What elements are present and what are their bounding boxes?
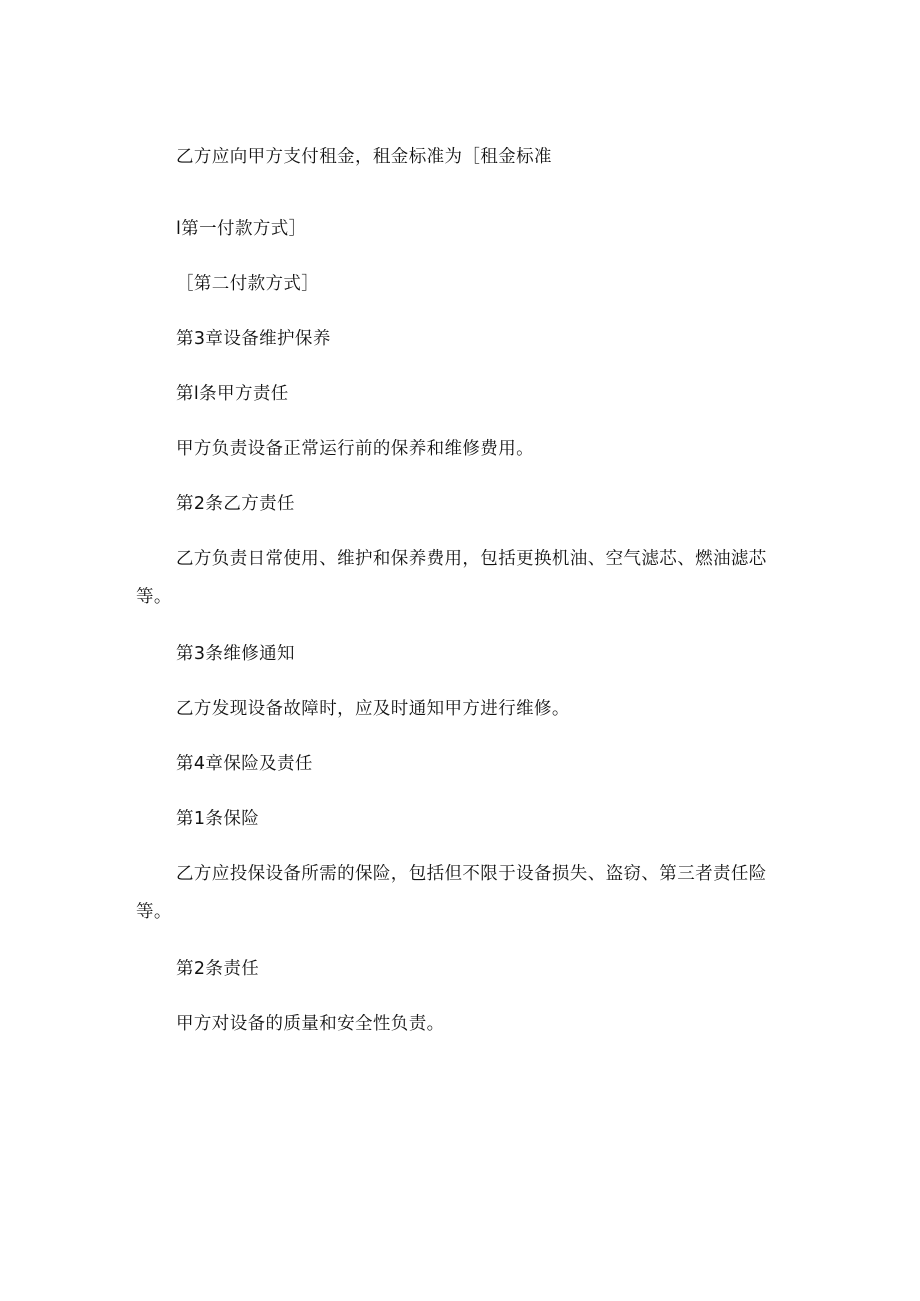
paragraph-first-payment: l第一付款方式］ [176,219,307,239]
paragraph-rent-standard: 乙方应向甲方支付租金，租金标准为［租金标准 [176,147,552,167]
paragraph-insurance: 乙方应投保设备所需的保险，包括但不限于设备损失、盗窃、第三者责任险等。 [136,864,767,922]
paragraph-second-payment: ［第二付款方式］ [176,274,320,294]
paragraph-repair-notice: 乙方发现设备故障时，应及时通知甲方进行维修。 [176,699,570,719]
paragraph-party-b-duty: 乙方负责日常使用、维护和保养费用，包括更换机油、空气滤芯、燃油滤芯等。 [136,549,767,607]
article-3-heading: 第3条维修通知 [176,644,295,664]
chapter-3-heading: 第3章设备维护保养 [176,329,331,349]
article-1-heading: 第l条甲方责任 [176,384,289,404]
paragraph-party-a-duty: 甲方负责设备正常运行前的保养和维修费用。 [176,439,534,459]
article-2-heading: 第2条乙方责任 [176,494,295,514]
article-2-liability-heading: 第2条责任 [176,959,260,979]
chapter-4-heading: 第4章保险及责任 [176,754,313,774]
paragraph-liability: 甲方对设备的质量和安全性负责。 [176,1014,445,1034]
article-1-insurance-heading: 第1条保险 [176,809,260,829]
